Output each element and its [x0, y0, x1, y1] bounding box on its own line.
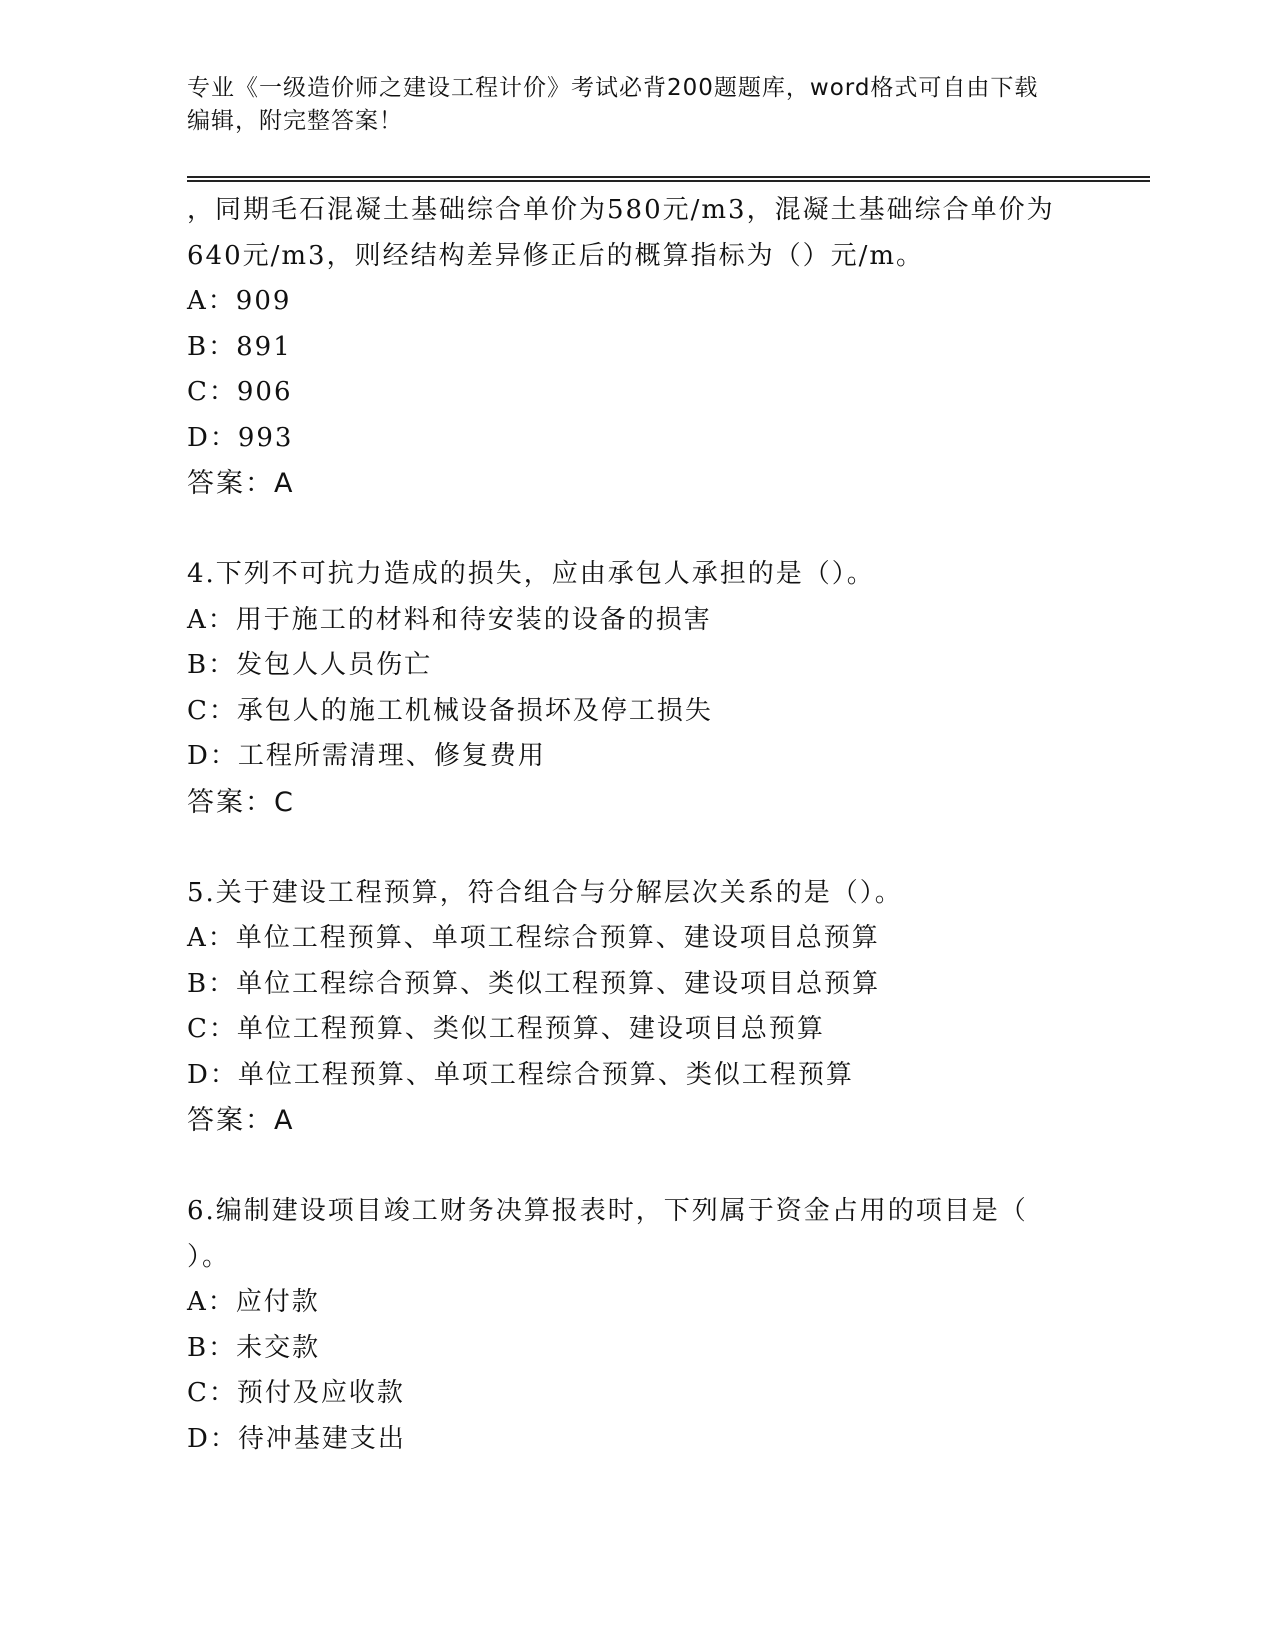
answer-line: 答案：C	[187, 786, 295, 818]
option-a: A：应付款	[187, 1287, 320, 1317]
question-3	[187, 188, 1150, 507]
option-c: C：906	[187, 377, 293, 407]
header-divider	[187, 176, 1150, 182]
question-stem: 5.关于建设工程预算，符合组合与分解层次关系的是（）。	[187, 877, 903, 908]
header-line-1: 专业《一级造价师之建设工程计价》考试必背200题题库，word格式可自由下载	[187, 75, 1039, 101]
question-4	[187, 552, 1150, 825]
option-b: B：891	[187, 331, 292, 362]
option-d: D：工程所需清理、修复费用	[187, 741, 546, 771]
question-stem: 6.编制建设项目竣工财务决算报表时，下列属于资金占用的项目是（	[187, 1196, 1028, 1226]
option-a: A：909	[187, 286, 292, 316]
header-line-2: 编辑，附完整答案！	[187, 108, 403, 134]
option-a: A：单位工程预算、单项工程综合预算、建设项目总预算	[187, 923, 880, 953]
question-stem: ，同期毛石混凝土基础综合单价为580元/m3，混凝土基础综合单价为	[187, 195, 1055, 225]
blank-line	[187, 1144, 1150, 1190]
question-stem: ）。	[187, 1241, 231, 1272]
option-c: C：单位工程预算、类似工程预算、建设项目总预算	[187, 1014, 825, 1044]
blank-line	[187, 507, 1150, 553]
option-c: C：承包人的施工机械设备损坏及停工损失	[187, 695, 713, 726]
option-b: B：未交款	[187, 1332, 321, 1363]
question-stem: 640元/m3，则经结构差异修正后的概算指标为（）元/m。	[187, 240, 924, 271]
question-content	[187, 188, 1150, 1462]
blank-line	[187, 825, 1150, 871]
option-b: B：单位工程综合预算、类似工程预算、建设项目总预算	[187, 968, 881, 999]
answer-line: 答案：A	[187, 468, 295, 499]
option-a: A：用于施工的材料和待安装的设备的损害	[187, 604, 712, 635]
document-header	[187, 72, 1087, 138]
option-d: D：待冲基建支出	[187, 1423, 406, 1454]
option-b: B：发包人人员伤亡	[187, 650, 433, 680]
question-6	[187, 1189, 1150, 1462]
question-5	[187, 871, 1150, 1144]
option-c: C：预付及应收款	[187, 1378, 405, 1408]
option-d: D：单位工程预算、单项工程综合预算、类似工程预算	[187, 1059, 854, 1090]
question-stem: 4.下列不可抗力造成的损失，应由承包人承担的是（）。	[187, 559, 875, 589]
option-d: D：993	[187, 422, 294, 453]
answer-line: 答案：A	[187, 1105, 295, 1136]
